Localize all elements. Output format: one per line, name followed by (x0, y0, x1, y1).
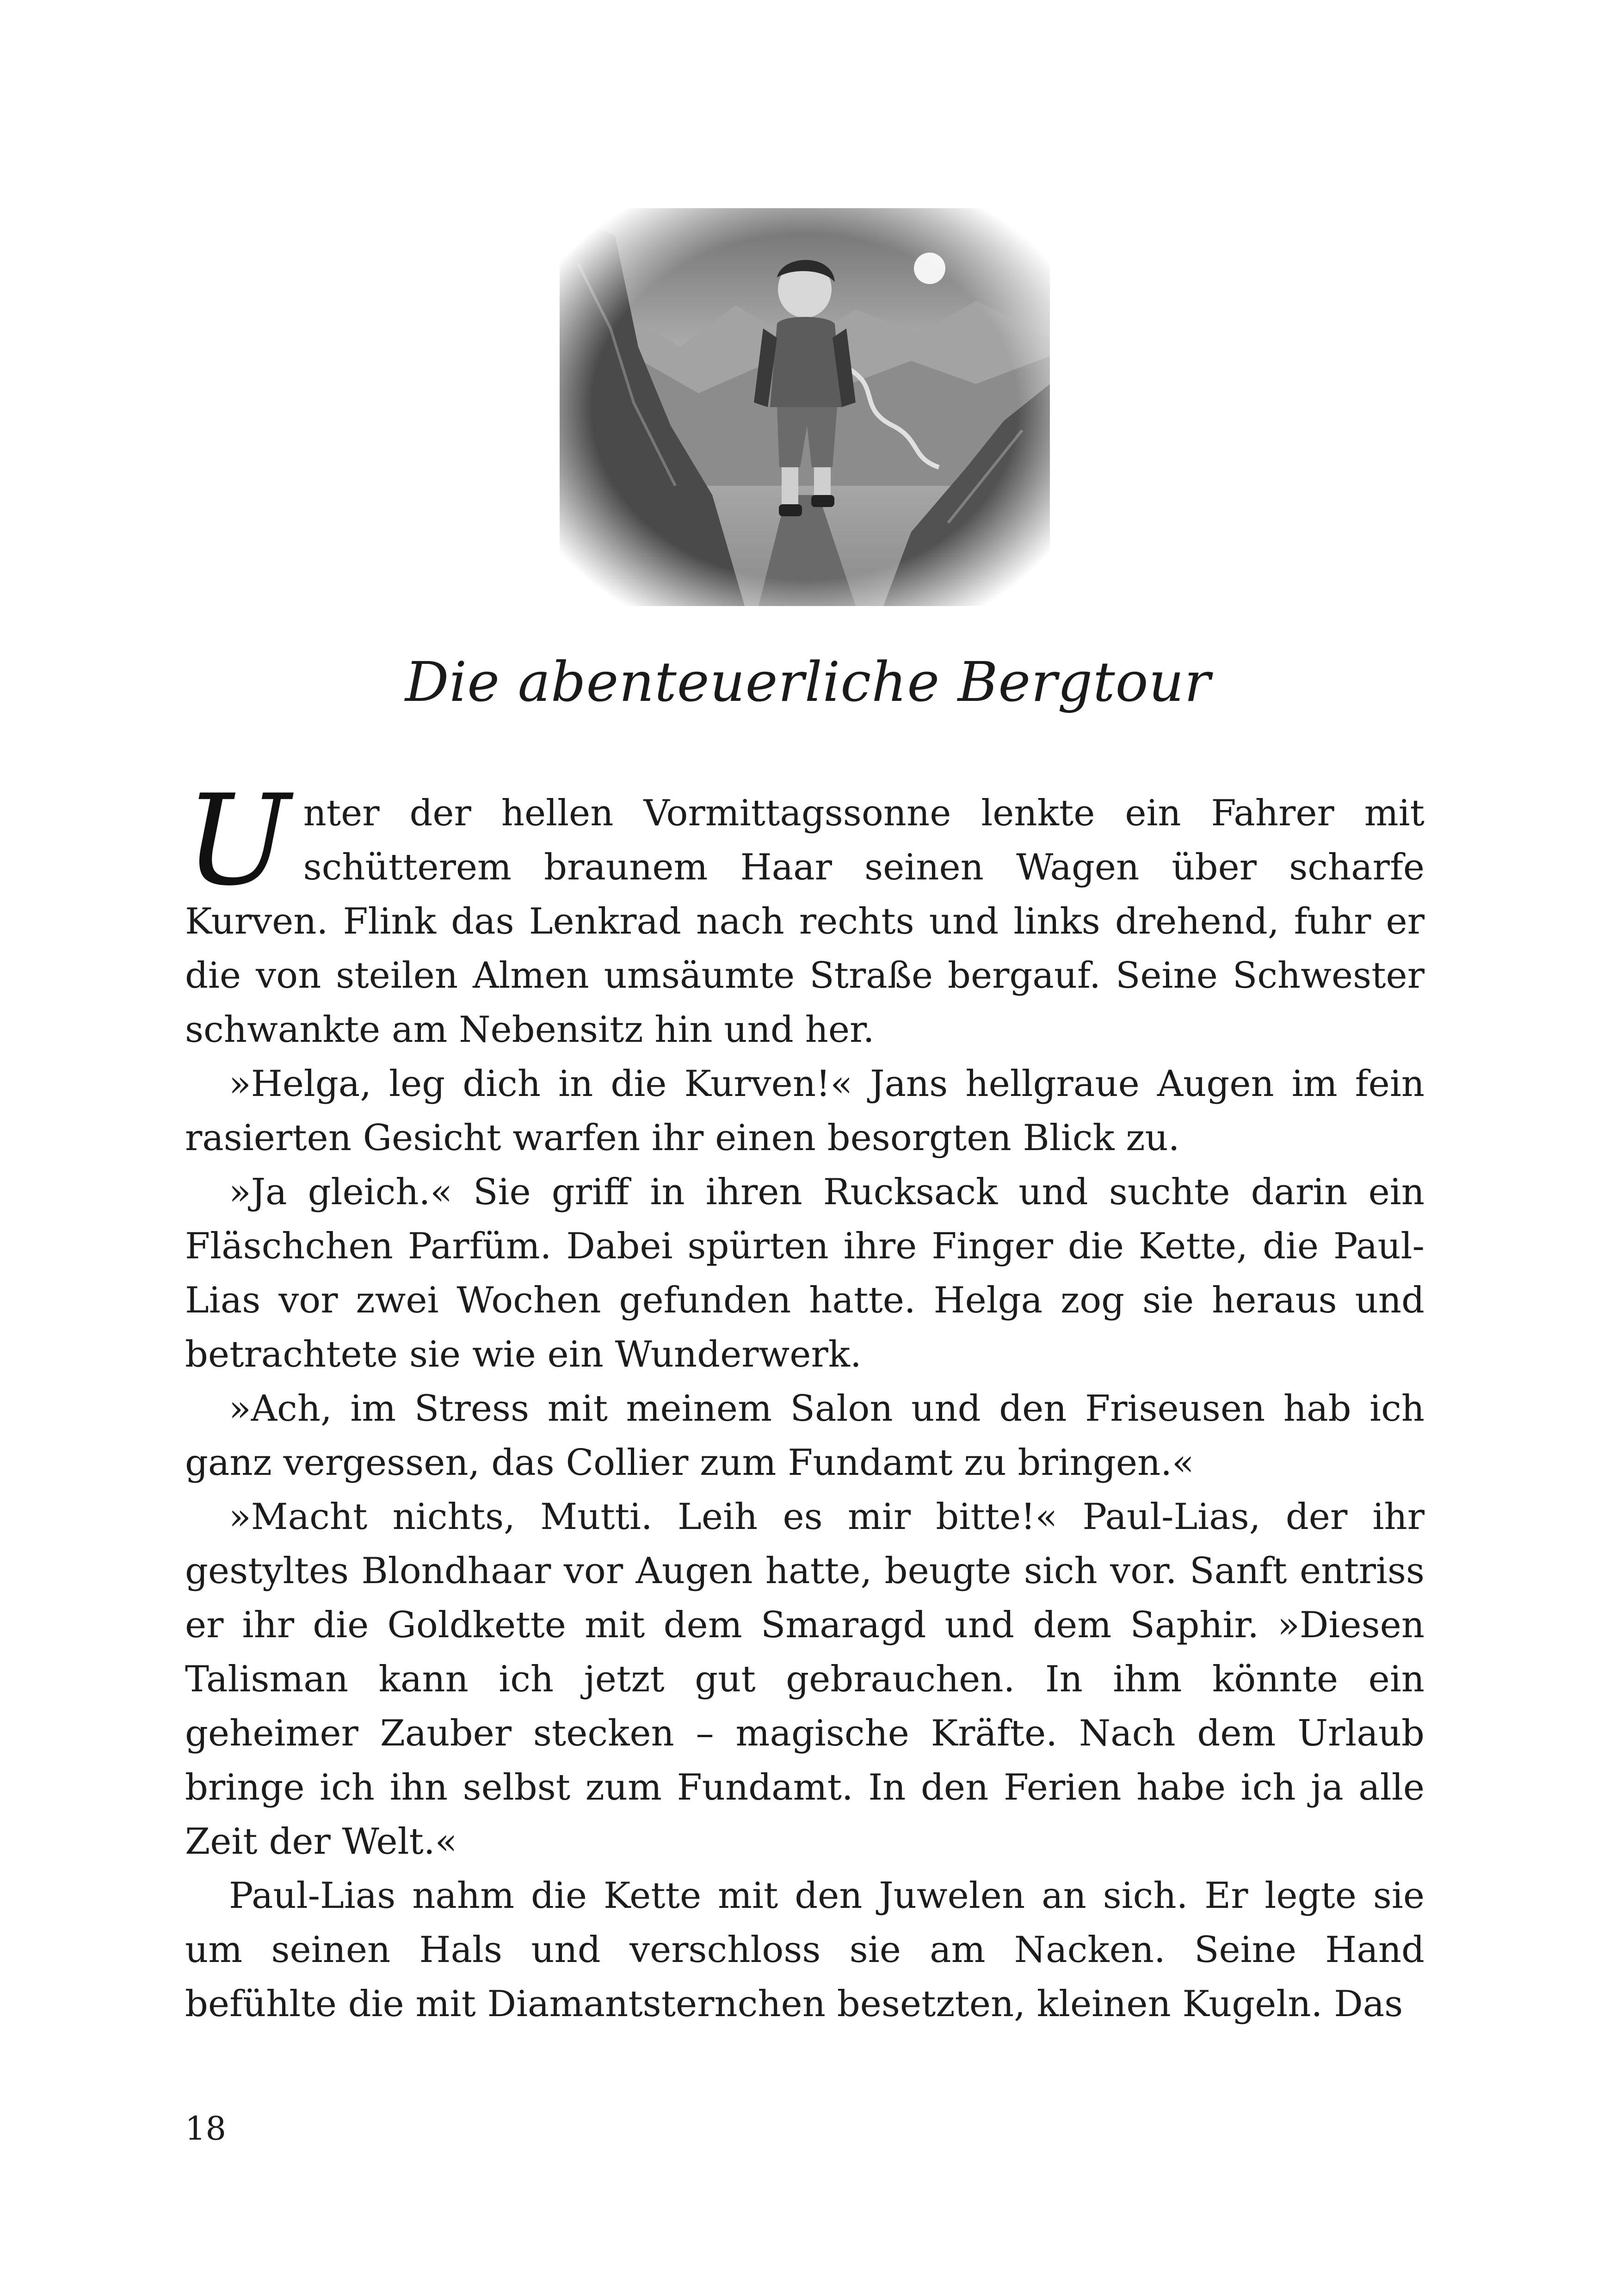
drop-cap: U (185, 767, 290, 913)
chapter-title: Die abenteuerliche Bergtour (405, 650, 1211, 714)
paragraph: »Macht nichts, Mutti. Leih es mir bitte!« Paul-Lias, der ihr gestyltes Blondhaar vor Augen hatte, beugte sich vor. Sanft entriss er ihr die Goldkette mit dem Smaragd und dem Saphir. »Diesen Talisman kann ich jetzt gut gebrauchen. In ihm könnte ein geheimer Zauber stecken – magische Kräfte. Nach dem Urlaub bringe ich ihn selbst zum Fundamt. In den Ferien habe ich ja alle Zeit der Welt.« (185, 1496, 1425, 1863)
paragraph (185, 767, 1425, 1057)
paragraph: »Ach, im Stress mit meinem Salon und den Friseusen hab ich ganz vergessen, das Collier zum Fundamt zu bringen.« (185, 1388, 1425, 1484)
body-text (185, 767, 1425, 2031)
paragraph: »Helga, leg dich in die Kurven!« Jans hellgraue Augen im fein rasierten Gesicht warfen ihr einen besorgten Blick zu. (185, 1063, 1425, 1159)
paragraph-text: nter der hellen Vormittagssonne lenkte ein Fahrer mit schütterem braunem Haar seinen Wagen über scharfe Kurven. Flink das Lenkrad nach rechts und links drehend, fuhr er die von steilen Almen umsäumte Straße bergauf. Seine Schwester schwankte am Nebensitz hin und her. (185, 792, 1425, 1051)
paragraph: »Ja gleich.« Sie griff in ihren Rucksack und suchte darin ein Fläschchen Parfüm. Dabei spürten ihre Finger die Kette, die Paul-Lias vor zwei Wochen gefunden hatte. Helga zog sie heraus und betrachtete sie wie ein Wunderwerk. (185, 1171, 1425, 1375)
paragraph: Paul-Lias nahm die Kette mit den Juwelen an sich. Er legte sie um seinen Hals und verschloss sie am Nacken. Seine Hand befühlte die mit Diamantsternchen besetzten, kleinen Kugeln. Das (185, 1875, 1425, 2025)
page-number: 18 (185, 2110, 227, 2147)
boy-hiking-mountains-illustration (560, 208, 1050, 606)
